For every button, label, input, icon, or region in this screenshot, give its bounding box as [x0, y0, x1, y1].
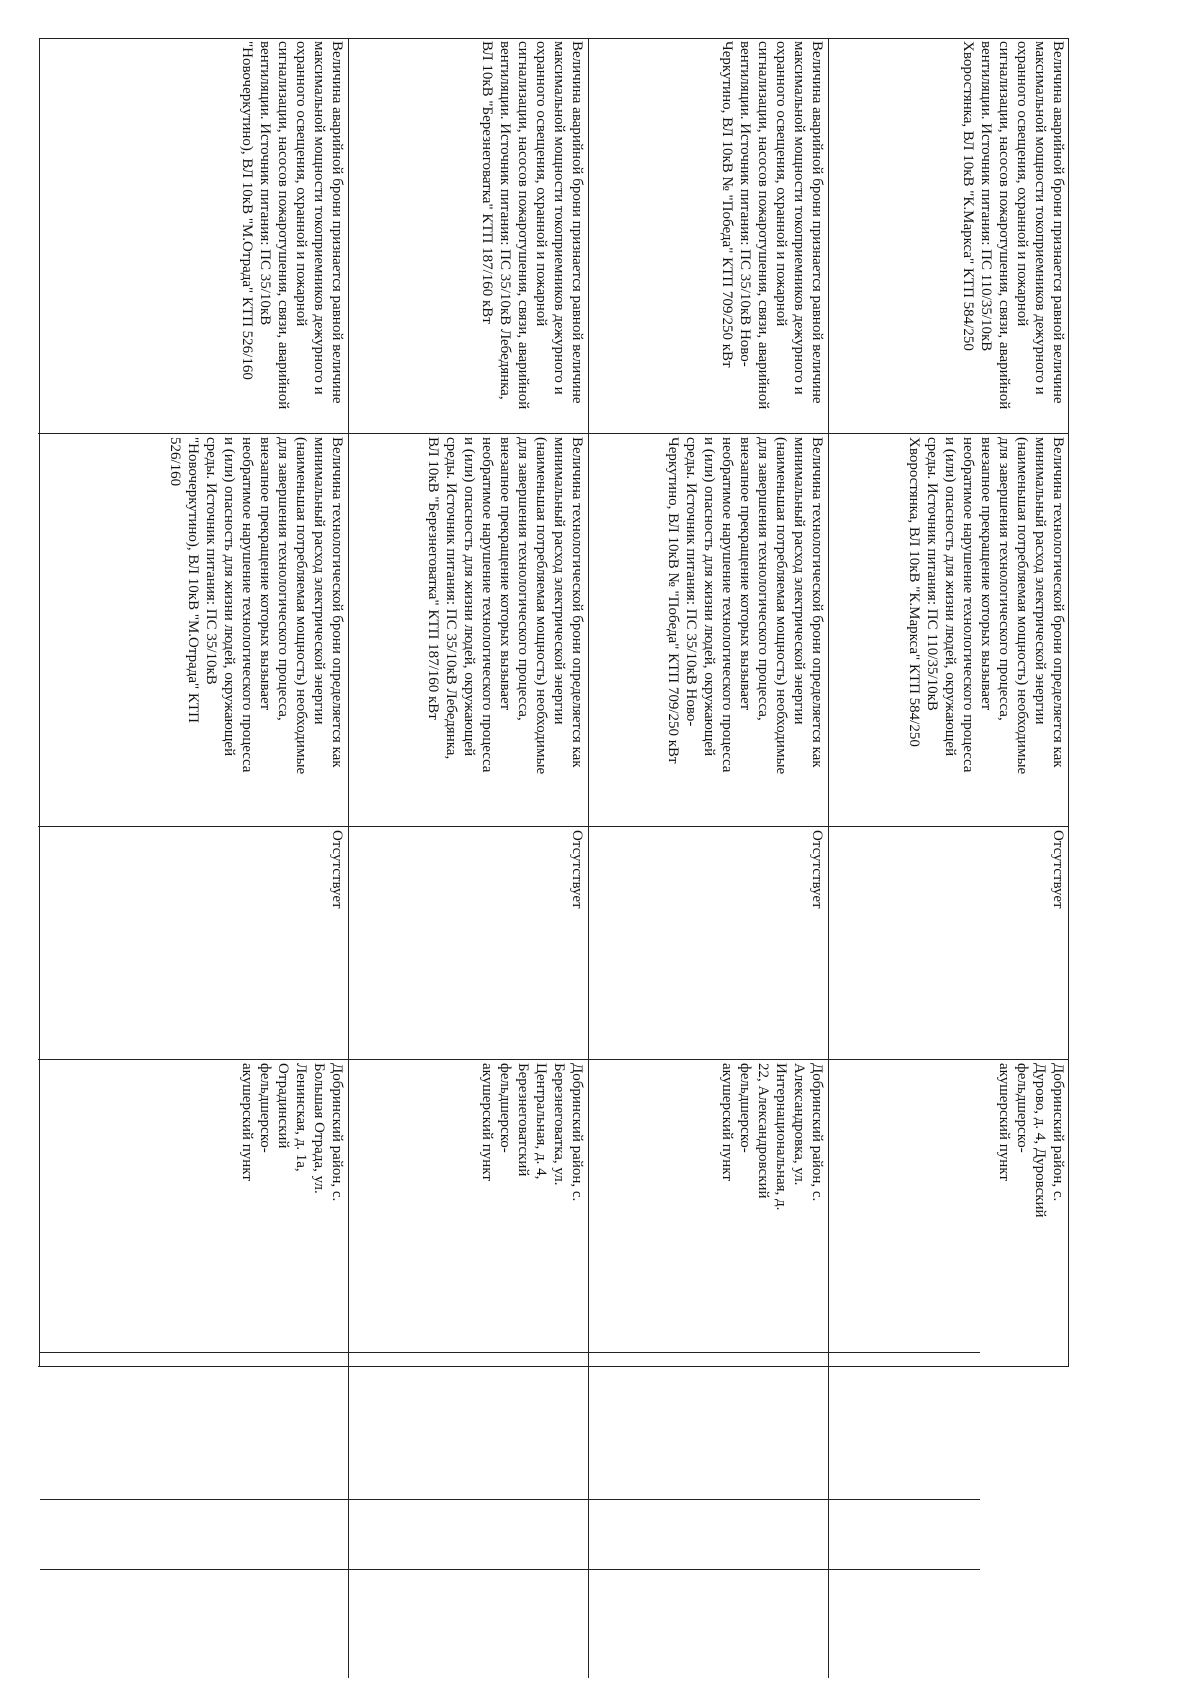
status-cell: Отсутствует — [38, 826, 348, 1059]
technological-reserve-cell: Величина технологической брони определяется как минимальный расход электрической энергии (наименьшая потребляемая мощность) необходимые для завершения технологического процесса, внезапное прекращение которых вызывает необратимое нарушение технологического процесса и (или) опасность для жизни людей, окружающей среды. Источник питания: ПС 35/10кВ Ново- Черкутино, ВЛ 10кВ № "Победа" КТП 709/250 кВт — [588, 433, 828, 826]
address-cell: Добринский район, с. Дурово, д. 4, Дуровский фельдшерско- акушерский пункт — [829, 1059, 1069, 1367]
emergency-reserve-cell: Величина аварийной брони признается равной величине максимальной мощности токоприемников дежурного и охранного освещения, охранной и пожарной сигнализации, насосов пожаротушения, связи, аварийной вентиляции. Источник питания: ПС 110/35/10кВ Хворостянка, ВЛ 10кВ "К.Маркса" КТП 584/250 — [960, 41, 1066, 410]
rotated-table — [39, 38, 1069, 1678]
table-row — [829, 38, 1069, 1678]
rule-line — [40, 1352, 980, 1353]
rule-line — [40, 1499, 980, 1500]
table-row — [588, 38, 829, 1678]
technological-reserve-cell: Величина технологической брони определяется как минимальный расход электрической энергии (наименьшая потребляемая мощность) необходимые для завершения технологического процесса, внезапное прекращение которых вызывает необратимое нарушение технологического процесса и (или) опасность для жизни людей, окружающей среды. Источник питания: ПС 35/10кВ "Новочеркутино), ВЛ 10кВ "М.Отрада" КТП 526/160 — [38, 433, 348, 826]
table-row — [38, 38, 349, 1678]
address-cell: Добринский район, с. Большая Отрада, ул. Ленинская, д. 1а, Отрадинский фельдшерско- акушерский пункт — [38, 1059, 348, 1367]
address-cell: Добринский район, с. Александровка, ул. Интернациональная, д. 22, Александровский фельдшерско- акушерский пункт — [588, 1059, 828, 1367]
status-cell: Отсутствует — [348, 826, 588, 1059]
status-cell: Отсутствует — [588, 826, 828, 1059]
address-cell: Добринский район, с. Березнеговатка, ул. Центральная, д. 4, Березнеговатский фельдшерско- акушерский пункт — [348, 1059, 588, 1367]
table-row — [348, 38, 589, 1678]
rule-line — [40, 1569, 980, 1570]
emergency-reserve-cell: Величина аварийной брони признается равной величине максимальной мощности токоприемников дежурного и охранного освещения, охранной и пожарной сигнализации, насосов пожаротушения, связи, аварийной вентиляции. Источник питания: ПС 35/10кВ "Новочеркутино), ВЛ 10кВ "М.Отрада" КТП 526/160 — [239, 41, 345, 410]
emergency-reserve-cell: Величина аварийной брони признается равной величине максимальной мощности токоприемников дежурного и охранного освещения, охранной и пожарной сигнализации, насосов пожаротушения, связи, аварийной вентиляции. Источник питания: ПС 35/10кВ Лебедянка, ВЛ 10кВ "Березнеговатка" КТП 187/160 кВт — [479, 41, 585, 410]
emergency-reserve-cell: Величина аварийной брони признается равной величине максимальной мощности токоприемников дежурного и охранного освещения, охранной и пожарной сигнализации, насосов пожаротушения, связи, аварийной вентиляции. Источник питания: ПС 35/10кВ Ново- Черкутино, ВЛ 10кВ № "Победа" КТП 709/250 кВт — [719, 41, 825, 410]
technological-reserve-cell: Величина технологической брони определяется как минимальный расход электрической энергии (наименьшая потребляемая мощность) необходимые для завершения технологического процесса, внезапное прекращение которых вызывает необратимое нарушение технологического процесса и (или) опасность для жизни людей, окружающей среды. Источник питания: ПС 110/35/10кВ Хворостянка, ВЛ 10кВ "К.Маркса" КТП 584/250 — [829, 433, 1069, 826]
technological-reserve-cell: Величина технологической брони определяется как минимальный расход электрической энергии (наименьшая потребляемая мощность) необходимые для завершения технологического процесса, внезапное прекращение которых вызывает необратимое нарушение технологического процесса и (или) опасность для жизни людей, окружающей среды. Источник питания: ПС 35/10кВ Лебедянка, ВЛ 10кВ "Березнеговатка" КТП 187/160 кВт — [348, 433, 588, 826]
status-cell: Отсутствует — [829, 826, 1069, 1059]
